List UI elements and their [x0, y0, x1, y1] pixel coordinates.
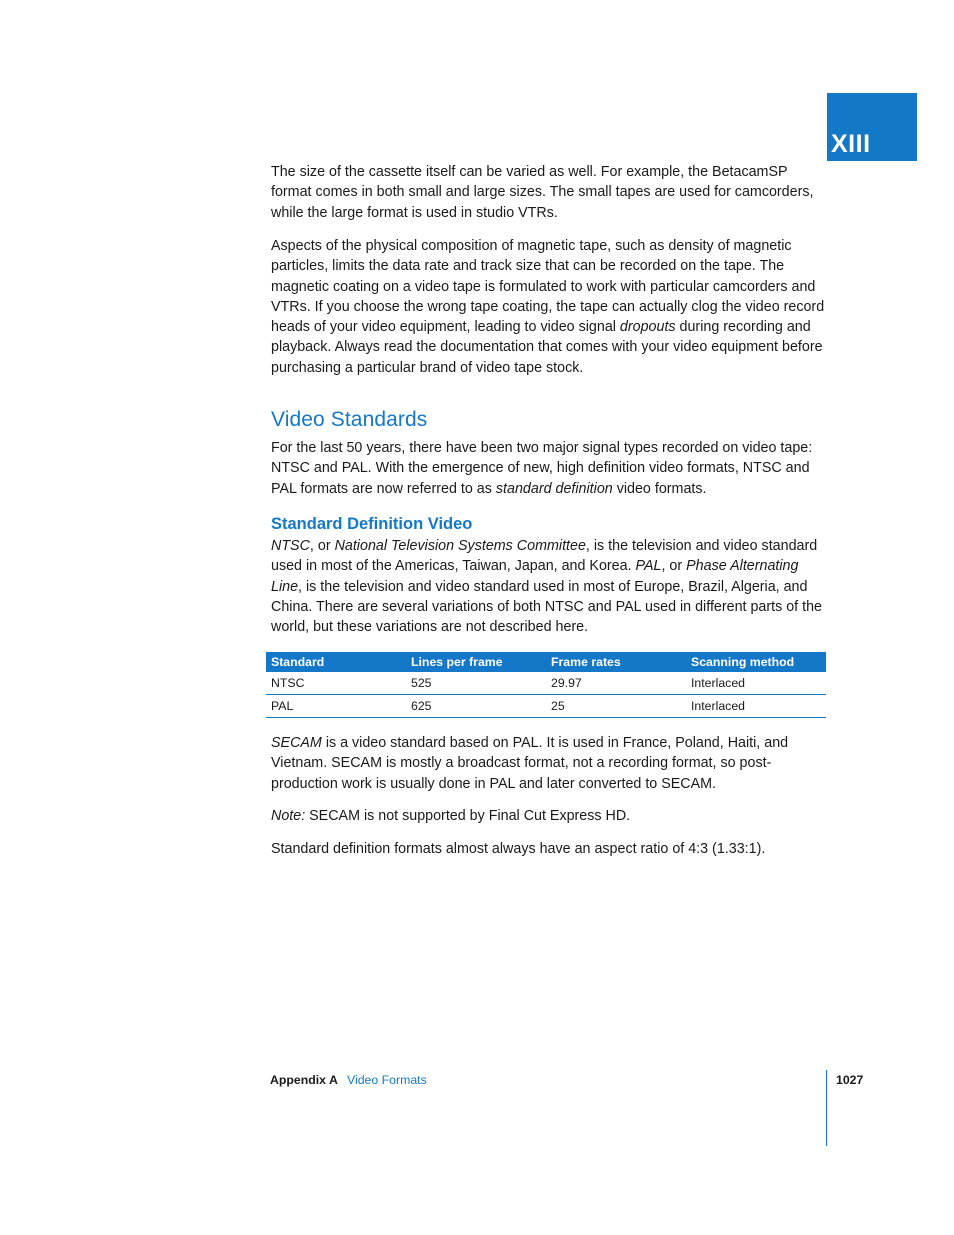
paragraph-text: during recording and playback. Always read the documentation that comes with your video equipment before purchasing a particular brand of video tape stock.: [271, 319, 823, 376]
paragraph-secam: [271, 733, 831, 794]
standards-table: [266, 652, 826, 718]
table-header-cell: Standard: [266, 652, 406, 672]
table-cell: Interlaced: [686, 672, 826, 695]
paragraph-tape-composition: [271, 236, 831, 378]
chapter-tab: [827, 93, 917, 161]
paragraph-text: video formats.: [612, 480, 707, 497]
note-paragraph: [271, 806, 831, 826]
emphasis-term: PAL: [635, 558, 662, 575]
chapter-tab-label: XIII: [831, 130, 871, 158]
note-text: SECAM is not supported by Final Cut Express HD.: [305, 808, 631, 824]
emphasis-term: SECAM: [271, 735, 322, 751]
table-cell: 29.97: [546, 672, 686, 695]
table-cell: 25: [546, 695, 686, 718]
emphasis-term: National Television Systems Committee: [334, 538, 586, 554]
paragraph-aspect-ratio: [271, 839, 831, 859]
footer-appendix: Appendix A: [270, 1073, 338, 1087]
page-number: 1027: [836, 1073, 864, 1087]
table-cell: Interlaced: [686, 695, 826, 718]
table-row: [266, 695, 826, 718]
table-header-cell: Scanning method: [686, 652, 826, 672]
emphasis-term: NTSC: [271, 538, 310, 554]
table-row: [266, 672, 826, 695]
table-header-row: [266, 652, 826, 672]
paragraph-text: , or: [661, 558, 687, 575]
paragraph-text: is a video standard based on PAL. It is used in France, Poland, Haiti, and Vietnam. SECAM is mostly a broadcast format, not a recording format, so post-production work is usually done in PAL and later converted to SECAM.: [271, 735, 789, 792]
emphasis-term: Phase Alternating Line: [271, 558, 799, 595]
paragraph-text: Standard definition formats almost always have an aspect ratio of 4:3 (1.33:1).: [271, 841, 766, 857]
paragraph-cassette-size: The size of the cassette itself can be varied as well. For example, the BetacamSP format comes in both small and large sizes. The small tapes are used for camcorders, while the large format is used in studio VTRs.: [271, 164, 814, 221]
footer-divider: [826, 1070, 827, 1146]
table-cell: PAL: [266, 695, 406, 718]
paragraph-text: , is the television and video standard used in most of Europe, Brazil, Algeria, and China. There are several variations of both NTSC and PAL used in different parts of the world, but these variations are not described here.: [271, 578, 823, 636]
emphasis-term: standard definition: [495, 480, 613, 497]
paragraph-video-standards-intro: [271, 438, 831, 499]
paragraph-text: Aspects of the physical composition of magnetic tape, such as density of magnetic particles, limits the data rate and track size that can be recorded on the tape. The magnetic coating on a video tape is formulated to work with particular camcorders and VTRs. If you choose the wrong tape coating, the tape can actually clog the video record heads of your video equipment, leading to video signal: [271, 238, 825, 336]
paragraph-text: For the last 50 years, there have been two major signal types recorded on video tape: NTSC and PAL. With the emergence of new, high definition video formats, NTSC and PAL formats are now referred to as: [271, 440, 813, 497]
note-label: Note:: [271, 808, 306, 824]
section-heading: Video Standards: [271, 408, 428, 431]
footer-chapter-title: Video Formats: [347, 1073, 427, 1087]
subsection-heading: Standard Definition Video: [271, 515, 473, 533]
paragraph-standard-definition: [271, 536, 831, 637]
table-header-cell: Lines per frame: [406, 652, 546, 672]
table-cell: NTSC: [266, 672, 406, 695]
table-header-cell: Frame rates: [546, 652, 686, 672]
table-cell: 625: [406, 695, 546, 718]
table-cell: 525: [406, 672, 546, 695]
emphasis-term: dropouts: [619, 319, 676, 336]
paragraph-text: , is the television and video standard used in most of the Americas, Taiwan, Japan, and Korea.: [271, 538, 818, 575]
paragraph-text: , or: [309, 538, 335, 554]
